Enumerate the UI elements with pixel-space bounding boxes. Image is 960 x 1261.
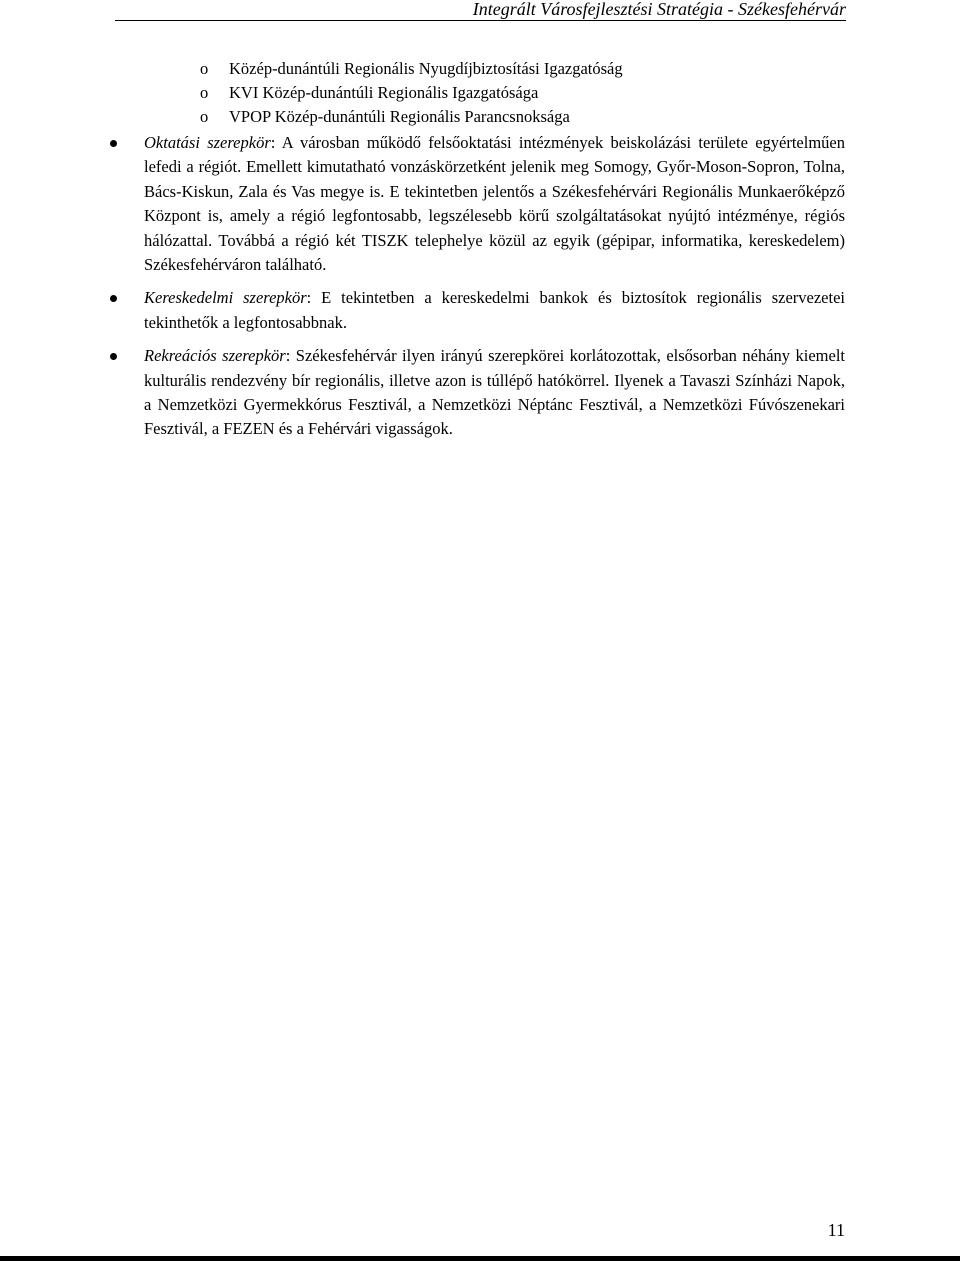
role-term: Rekreációs szerepkör [144,346,286,366]
bullet-dot-icon [110,140,117,147]
sublist-item [200,105,760,129]
role-term-colon: : [270,133,276,152]
role-term-colon: : [306,288,312,308]
role-term: Kereskedelmi szerepkör [144,288,307,308]
bullet-item-oktatasi [108,131,848,277]
sublist-item-text: VPOP Közép-dunántúli Regionális Parancsnoksága [229,107,570,126]
circle-bullet-icon: o [200,83,209,102]
role-term-colon: : [285,346,291,366]
bullet-item-rekreacios [108,344,848,442]
bullet-dot-icon [110,295,117,302]
page-number: 11 [827,1220,845,1240]
role-term: Oktatási szerepkör [144,133,271,152]
circle-bullet-icon: o [200,59,209,78]
sublist-item-text: KVI Közép-dunántúli Regionális Igazgatósága [229,83,539,102]
role-bullet-list [108,131,848,451]
page-header [115,0,846,21]
bullet-paragraph [144,286,845,335]
bullet-item-kereskedelmi [108,286,848,335]
role-description: E tekintetben a kereskedelmi bankok és biztosítok regionális szervezetei tekinthetők a legfontosabbnak. [144,288,845,332]
bullet-paragraph [144,344,845,442]
bullet-dot-icon [110,353,117,360]
bullet-paragraph [144,131,845,277]
role-description: Székesfehérvár ilyen irányú szerepkörei korlátozottak, elsősorban néhány kiemelt kulturális rendezvény bír regionális, illetve azon is túllépő hatókörrel. Ilyenek a Tavaszi Színházi Napok, a Nemzetközi Gyermekkórus Fesztivál, a Nemzetközi Néptánc Fesztivál, a Nemzetközi Fúvószenekari Fesztivál, a FEZEN és a Fehérvári vigasságok. [144,346,845,439]
footer-rule [0,1256,960,1261]
sublist-item-text: Közép-dunántúli Regionális Nyugdíjbiztosítási Igazgatóság [229,59,623,78]
institution-sublist [200,57,760,129]
sublist-item [200,81,760,105]
header-title: Integrált Városfejlesztési Stratégia - Székesfehérvár [472,0,846,19]
circle-bullet-icon: o [200,107,209,126]
role-description: A városban működő felsőoktatási intézmények beiskolázási területe egyértelműen lefedi a régiót. Emellett kimutatható vonzáskörzetként jelenik meg Somogy, Győr-Moson-Sopron, Tolna, Bács-Kiskun, Zala és Vas megye is. E tekintetben jelentős a Székesfehérvári Regionális Munkaerőképző Központ is, amely a régió legfontosabb, legszélesebb körű szolgáltatásokat nyújtó intézménye, régiós hálózattal. Továbbá a régió két TISZK telephelye közül az egyik (gépipar, informatika, kereskedelem) Székesfehérváron található. [144,133,845,275]
sublist-item [200,57,760,81]
